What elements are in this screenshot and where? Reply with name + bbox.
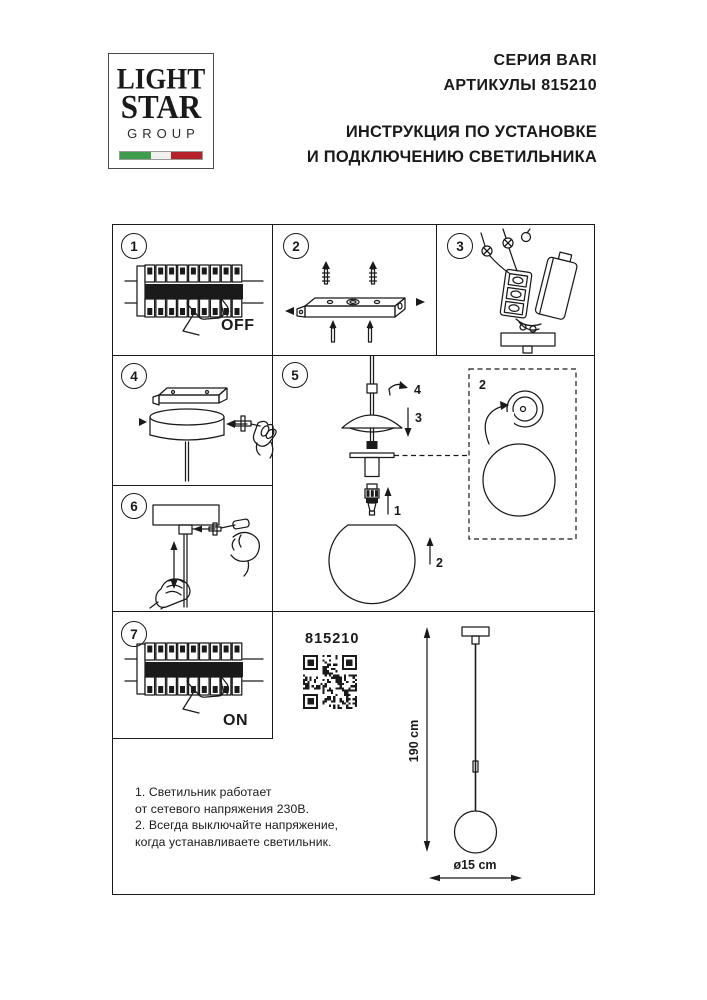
series-title: СЕРИЯ BARI [493, 52, 597, 69]
instruction-title-line1: ИНСТРУКЦИЯ ПО УСТАНОВКЕ [345, 123, 597, 141]
note-line: 2. Всегда выключайте напряжение, [135, 818, 339, 833]
header-text [300, 48, 597, 170]
step-number: 5 [291, 367, 299, 383]
step-number: 1 [130, 238, 138, 254]
assembly-step-label: 4 [414, 383, 421, 397]
height-dimension-label: 190 cm [407, 719, 421, 763]
step-number: 3 [456, 238, 464, 254]
mounting-bracket-icon [281, 253, 429, 348]
off-label: OFF [221, 317, 255, 334]
assembly-detail-label: 2 [479, 378, 486, 392]
on-label: ON [223, 712, 248, 729]
step-number: 2 [292, 238, 300, 254]
article-numbers: АРТИКУЛЫ 815210 [443, 77, 597, 94]
logo-word-star: STAR [120, 87, 202, 126]
italian-flag-icon [120, 152, 202, 159]
article-number: 815210 [305, 631, 360, 647]
assembly-step-label: 1 [394, 504, 401, 518]
assembly-step-label: 3 [415, 411, 422, 425]
instruction-title-line2: И ПОДКЛЮЧЕНИЮ СВЕТИЛЬНИКА [306, 148, 597, 166]
step-number: 4 [130, 368, 138, 384]
note-line: от сетевого напряжения 230В. [135, 801, 310, 816]
note-line: когда устанавливаете светильник. [135, 834, 332, 849]
terminal-wiring-icon [443, 229, 593, 353]
flag-green-stripe [120, 152, 151, 159]
grid-line [113, 485, 272, 486]
grid-line [113, 738, 273, 739]
notes-block [135, 784, 338, 850]
logo-word-light: LIGHT [116, 62, 206, 96]
grid-line [113, 611, 594, 612]
qr-code-icon [303, 655, 357, 709]
canopy-mounting-icon [119, 368, 269, 483]
note-line: 1. Светильник работает [135, 785, 272, 799]
step-number: 7 [130, 626, 138, 642]
instruction-grid [112, 224, 595, 895]
assembly-diagram-icon [273, 356, 596, 609]
pendant-dimensions-icon [401, 613, 596, 894]
height-adjust-icon [117, 497, 269, 609]
breaker-panel-on-icon [125, 626, 265, 721]
step-number: 6 [130, 498, 138, 514]
flag-red-stripe [171, 152, 202, 159]
diameter-dimension-label: ø15 cm [453, 858, 497, 872]
flag-white-stripe [151, 152, 171, 159]
grid-line [436, 225, 437, 355]
logo-word-group: GROUP [127, 126, 200, 141]
lightstar-logo [108, 53, 214, 169]
assembly-step-label: 2 [436, 556, 443, 570]
